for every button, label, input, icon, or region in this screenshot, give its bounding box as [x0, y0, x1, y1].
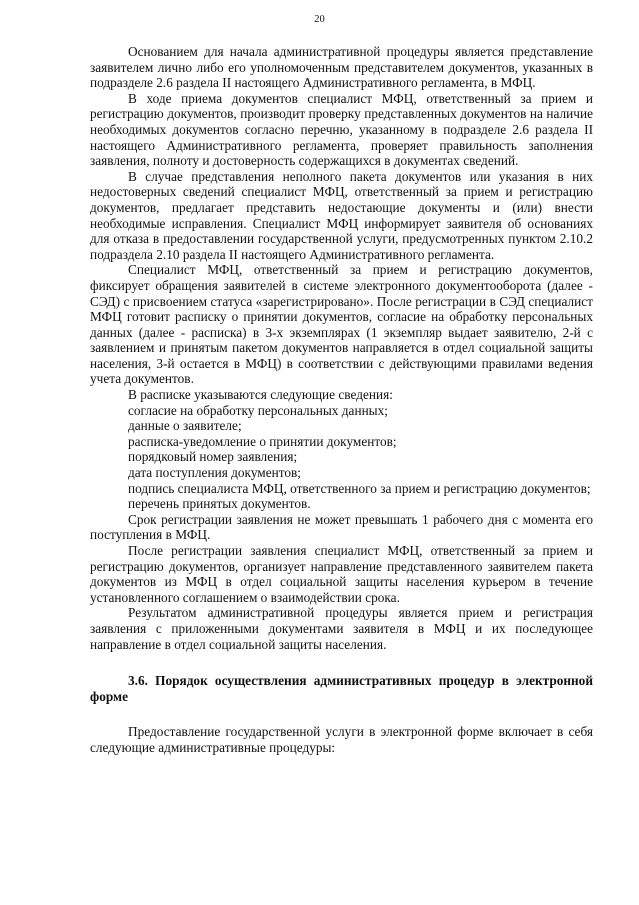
receipt-contents-list — [90, 403, 593, 512]
paragraph-document-check: В ходе приема документов специалист МФЦ, ответственный за прием и регистрацию документов, производит проверку представленных документов на наличие необходимых документов согласно перечню, указанному в подразделе 2.6 раздела II настоящего Административного регламента, проверяет правильность заполнения заявления, полноту и достоверность содержащихся в документах сведений. — [90, 90, 593, 169]
paragraph-receipt-intro: В расписке указываются следующие сведения: — [128, 387, 393, 403]
paragraph-registration-term: Срок регистрации заявления не может превышать 1 рабочего дня с момента его поступления в МФЦ. — [90, 511, 593, 543]
paragraph-procedure-result: Результатом административной процедуры является прием и регистрация заявления с приложенными документами заявителя в МФЦ и их последующее направление в отдел социальной защиты населения. — [90, 605, 593, 652]
paragraph-incomplete-package: В случае представления неполного пакета документов или указания в них недостоверных сведений специалист МФЦ, ответственный за прием и регистрацию документов, предлагает представить недостающие документы и (или) внести необходимые исправления. Специалист МФЦ информирует заявителя об основаниях для отказа в предоставлении государственной услуги, предусмотренных пунктом 2.10.2 подраздела 2.10 раздела II настоящего Административного регламента. — [90, 168, 593, 262]
page-body — [90, 44, 593, 756]
list-item: согласие на обработку персональных данных; — [128, 402, 388, 418]
section-heading: 3.6. Порядок осуществления административных процедур в электронной форме — [90, 673, 593, 704]
paragraph-courier-delivery: После регистрации заявления специалист МФЦ, ответственный за прием и регистрацию документов, организует направление представленного заявителем пакета документов из МФЦ в отдел социальной защиты населения курьером в течение установленного соглашением о взаимодействии срока. — [90, 543, 593, 605]
list-item: перечень принятых документов. — [128, 496, 311, 512]
list-item: порядковый номер заявления; — [128, 449, 298, 465]
paragraph-registration: Специалист МФЦ, ответственный за прием и регистрацию документов, фиксирует обращения заявителей в системе электронного документооборота (далее - СЭД) с присвоением статуса «зарегистрировано». После регистрации в СЭД специалист МФЦ готовит расписку о принятии документов, согласие на обработку персональных данных (далее - расписка) в 3-х экземплярах (1 экземпляр выдает заявителю, 2-й с заявлением и принятым пакетом документов направляется в отдел социальной защиты населения, 3-й остается в МФЦ) в соответствии с действующими правилами ведения учета документов. — [90, 262, 593, 387]
page-number: 20 — [314, 14, 325, 25]
paragraph-basis: Основанием для начала административной процедуры является представление заявителем лично либо его уполномоченным представителем документов, указанных в подразделе 2.6 раздела II настоящего Административного регламента, в МФЦ. — [90, 44, 593, 91]
spacer — [90, 704, 593, 724]
list-item: подпись специалиста МФЦ, ответственного за прием и регистрацию документов; — [128, 480, 591, 496]
paragraph-electronic-procedures: Предоставление государственной услуги в электронной форме включает в себя следующие административные процедуры: — [90, 724, 593, 755]
list-item: расписка-уведомление о принятии документов; — [128, 433, 397, 449]
list-item: дата поступления документов; — [128, 465, 301, 481]
list-item: данные о заявителе; — [128, 418, 242, 434]
